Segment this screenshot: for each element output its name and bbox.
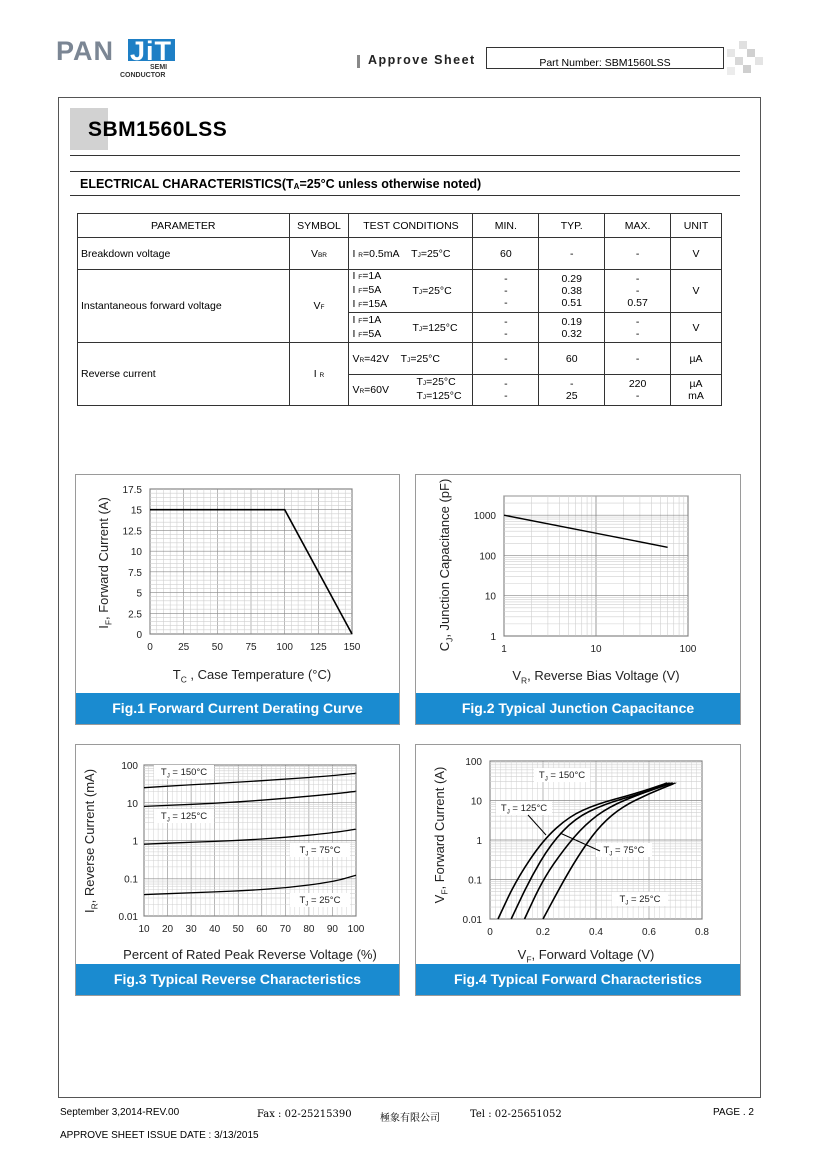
breakdown-conditions xyxy=(349,238,473,270)
reverse-60v-min xyxy=(473,375,539,406)
reverse-symbol-sub: R xyxy=(319,372,325,379)
reverse-60v-temp-2: =125°C xyxy=(426,390,462,402)
fig4-xtick: 0 xyxy=(487,927,493,938)
forward-125-max xyxy=(605,313,671,343)
fig2-ytick: 100 xyxy=(479,551,496,563)
forward-25-max xyxy=(605,270,671,313)
fig4-xtick: 0.4 xyxy=(589,927,603,938)
fig2-chart xyxy=(416,475,742,695)
approve-sheet-label: Approve Sheet xyxy=(368,53,476,67)
fig2-xtick: 10 xyxy=(590,644,602,655)
breakdown-max: - xyxy=(605,238,671,270)
title-rule xyxy=(70,155,740,156)
part-number: Part Number: SBM1560LSS xyxy=(539,57,671,69)
forward-125-typ-1: 0.19 xyxy=(561,315,582,328)
header-unit: UNIT xyxy=(671,214,722,238)
fig1-xtick: 0 xyxy=(147,642,153,653)
fig1-xtick: 50 xyxy=(211,642,223,653)
logo-conductor-text: CONDUCTOR xyxy=(120,72,166,79)
fig3-xtick: 70 xyxy=(279,924,291,935)
fig3-ytick: 0.1 xyxy=(124,874,138,886)
fig4-ytick: 0.01 xyxy=(462,915,482,926)
fig1-chart xyxy=(76,475,401,695)
fig1-caption: Fig.1 Forward Current Derating Curve xyxy=(76,693,399,724)
section-rule-bottom xyxy=(70,195,740,196)
fig1-xtick: 25 xyxy=(178,642,190,653)
fig2-xlabel: $V_R$, Reverse Bias Voltage (V) xyxy=(512,668,680,686)
reverse-42v-unit: µA xyxy=(671,343,722,375)
fig2-ylabel: $C_J$, Junction Capacitance (pF) xyxy=(437,478,455,652)
fig2-panel xyxy=(415,474,741,725)
forward-125-min-1: - xyxy=(504,315,508,328)
fig2-caption: Fig.2 Typical Junction Capacitance xyxy=(416,693,740,724)
breakdown-typ: - xyxy=(539,238,605,270)
footer-tel: Tel : 02-25651052 xyxy=(470,1109,562,1120)
fig3-ylabel: $I_R$, Reverse Current (mA) xyxy=(82,768,100,914)
fig1-xtick: 150 xyxy=(343,642,361,653)
forward-25-conditions: I F=1A I F=5A I F=15A TJ=25°C xyxy=(349,270,473,313)
approve-sheet-marker xyxy=(357,55,360,68)
fig4-panel xyxy=(415,744,741,996)
reverse-symbol-main: I xyxy=(313,368,317,380)
reverse-60v-temp-1: =25°C xyxy=(426,376,456,388)
breakdown-cond-i-sub: R xyxy=(358,251,363,259)
fig3-xtick: 100 xyxy=(347,924,365,935)
forward-125-i2: =5A xyxy=(362,327,382,340)
forward-25-unit: V xyxy=(671,270,722,313)
forward-125-min xyxy=(473,313,539,343)
breakdown-cond-t: T xyxy=(411,247,418,260)
reverse-60v-unit xyxy=(671,375,722,406)
forward-125-i1: =1A xyxy=(362,313,382,326)
section-rule-top xyxy=(70,171,740,172)
forward-125-min-2: - xyxy=(504,327,508,340)
fig3-ytick: 10 xyxy=(126,798,138,810)
reverse-60v-min-1: - xyxy=(504,378,508,390)
forward-25-max-2: - xyxy=(635,285,640,297)
fig4-ytick: 100 xyxy=(465,757,482,768)
fig4-ytick: 10 xyxy=(470,796,482,808)
fig2-ytick: 10 xyxy=(484,591,496,603)
forward-25-max-1: - xyxy=(635,273,640,285)
fig1-xlabel: $T_C$ , Case Temperature (°C) xyxy=(172,667,332,685)
fig3-xtick: 10 xyxy=(138,924,150,935)
section-title-rest: =25°C unless otherwise noted) xyxy=(299,177,482,191)
fig1-ytick: 5 xyxy=(136,588,142,600)
forward-25-typ-2: 0.38 xyxy=(561,285,582,297)
forward-125-typ-2: 0.32 xyxy=(561,327,582,340)
breakdown-cond-value: =0.5mA xyxy=(363,247,400,260)
fig3-series-label: $T_J = 75^\circ C$ xyxy=(299,845,341,858)
fig3-ytick: 100 xyxy=(121,761,138,772)
reverse-60v-unit-2: mA xyxy=(688,390,704,402)
logo-pan-text: PAN xyxy=(56,36,115,66)
fig2-ytick: 1 xyxy=(490,632,496,643)
fig3-ytick: 0.01 xyxy=(118,912,138,923)
fig3-series-label: $T_J = 25^\circ C$ xyxy=(299,895,341,908)
fig2-ytick: 1000 xyxy=(473,511,496,523)
fig3-xtick: 30 xyxy=(185,924,197,935)
header-min: MIN. xyxy=(473,214,539,238)
reverse-symbol xyxy=(289,343,349,406)
forward-25-min-3: - xyxy=(504,297,508,309)
fig4-chart xyxy=(416,745,742,966)
fig1-panel xyxy=(75,474,400,725)
reverse-42v-max: - xyxy=(605,343,671,375)
forward-25-min-2: - xyxy=(504,285,508,297)
forward-25-i1: =1A xyxy=(362,270,382,282)
forward-symbol xyxy=(289,270,349,343)
forward-25-temp: =25°C xyxy=(422,285,452,297)
forward-25-i2: =5A xyxy=(362,284,382,296)
fig3-series-label: $T_J = 125^\circ C$ xyxy=(160,811,208,824)
breakdown-min: 60 xyxy=(473,238,539,270)
reverse-42v-temp: =25°C xyxy=(410,352,440,365)
footer-fax: Fax : 02-25215390 xyxy=(257,1109,352,1120)
fig1-ytick: 15 xyxy=(130,505,142,517)
fig3-xtick: 60 xyxy=(256,924,268,935)
reverse-42v-typ: 60 xyxy=(539,343,605,375)
breakdown-cond-t-value: =25°C xyxy=(420,247,451,260)
reverse-60v-max-2: - xyxy=(635,390,640,402)
fig4-xlabel: $V_F$, Forward Voltage (V) xyxy=(517,947,655,965)
fig1-ytick: 12.5 xyxy=(122,526,142,538)
fig2-xtick: 100 xyxy=(679,644,697,655)
fig4-xtick: 0.6 xyxy=(642,927,656,938)
page-title: SBM1560LSS xyxy=(88,118,228,141)
fig1-xtick: 75 xyxy=(245,642,257,653)
forward-25-typ-3: 0.51 xyxy=(561,297,582,309)
fig2-xtick: 1 xyxy=(501,644,507,655)
footer-company: 極象有限公司 xyxy=(380,1113,440,1124)
fig4-ytick: 0.1 xyxy=(468,875,482,887)
reverse-42v-conditions: VR=42V TJ=25°C xyxy=(349,343,473,375)
forward-125-temp: =125°C xyxy=(422,321,458,334)
logo-jit-text: JiT xyxy=(130,36,173,66)
reverse-60v-unit-1: µA xyxy=(689,378,703,390)
fig4-caption: Fig.4 Typical Forward Characteristics xyxy=(416,964,740,995)
breakdown-unit: V xyxy=(671,238,722,270)
breakdown-symbol xyxy=(289,238,349,270)
forward-125-conditions: I F=1A I F=5A TJ=125°C xyxy=(349,313,473,343)
table-row-breakdown xyxy=(78,238,722,270)
fig1-xtick: 100 xyxy=(276,642,294,653)
footer-page: PAGE . 2 xyxy=(713,1107,754,1118)
breakdown-symbol-sub: BR xyxy=(317,251,327,259)
fig1-ytick: 7.5 xyxy=(128,567,142,579)
table-header-row xyxy=(78,214,722,238)
checker-decoration-icon xyxy=(727,41,763,77)
forward-param: Instantaneous forward voltage xyxy=(78,270,290,343)
fig3-xtick: 90 xyxy=(326,924,339,935)
fig4-series-label: $T_J = 150^\circ C$ xyxy=(538,770,586,783)
fig3-panel xyxy=(75,744,400,996)
fig4-xtick: 0.8 xyxy=(695,927,709,938)
forward-25-min-1: - xyxy=(504,273,508,285)
forward-125-max-2: - xyxy=(635,327,640,340)
part-number-box xyxy=(486,47,724,69)
section-title-main: ELECTRICAL CHARACTERISTICS(T xyxy=(80,177,294,191)
forward-25-min xyxy=(473,270,539,313)
fig3-caption: Fig.3 Typical Reverse Characteristics xyxy=(76,964,399,995)
forward-symbol-sub: F xyxy=(320,304,325,311)
forward-125-max-1: - xyxy=(635,315,640,328)
forward-125-typ xyxy=(539,313,605,343)
table-row-reverse-42v xyxy=(78,343,722,375)
fig4-series-label: $T_J = 25^\circ C$ xyxy=(619,894,661,907)
fig1-ytick: 0 xyxy=(136,630,142,641)
section-title-sub: A xyxy=(293,182,300,191)
logo-semi-text: SEMI xyxy=(150,64,168,71)
fig1-ytick: 2.5 xyxy=(128,609,142,621)
table-row-forward-25 xyxy=(78,270,722,313)
reverse-42v-min: - xyxy=(473,343,539,375)
breakdown-param: Breakdown voltage xyxy=(78,238,290,270)
fig3-xlabel: Percent of Rated Peak Reverse Voltage (%) xyxy=(123,947,377,962)
reverse-param: Reverse current xyxy=(78,343,290,406)
forward-25-typ xyxy=(539,270,605,313)
fig1-ytick: 10 xyxy=(130,547,142,559)
reverse-60v-typ xyxy=(539,375,605,406)
fig3-xtick: 50 xyxy=(232,924,244,935)
forward-125-unit: V xyxy=(671,313,722,343)
header-symbol: SYMBOL xyxy=(289,214,349,238)
fig3-ytick: 1 xyxy=(132,836,138,848)
reverse-60v-max xyxy=(605,375,671,406)
forward-symbol-main: V xyxy=(313,300,321,312)
forward-25-typ-1: 0.29 xyxy=(561,273,582,285)
reverse-60v-voltage: =60V xyxy=(364,384,389,396)
fig4-series-label: $T_J = 75^\circ C$ xyxy=(603,845,645,858)
breakdown-cond-t-sub: J xyxy=(417,251,421,259)
forward-25-max-3: 0.57 xyxy=(627,297,648,309)
fig4-series-label: $T_J = 125^\circ C$ xyxy=(500,803,548,816)
fig3-xtick: 40 xyxy=(209,924,221,935)
reverse-60v-typ-2: 25 xyxy=(565,390,578,402)
fig1-ytick: 17.5 xyxy=(122,485,142,496)
fig4-ytick: 1 xyxy=(476,836,482,847)
breakdown-symbol-main: V xyxy=(310,247,318,260)
forward-25-i3: =15A xyxy=(362,298,388,310)
reverse-60v-typ-1: - xyxy=(569,378,574,390)
reverse-42v-voltage: =42V xyxy=(364,352,389,365)
header-max: MAX. xyxy=(605,214,671,238)
fig3-xtick: 20 xyxy=(161,924,174,935)
breakdown-cond-i: I xyxy=(352,247,356,260)
reverse-60v-min-2: - xyxy=(504,390,508,402)
fig4-ylabel: $V_F$, Forward Current (A) xyxy=(432,766,450,904)
header-typ: TYP. xyxy=(539,214,605,238)
section-title xyxy=(80,177,481,191)
fig3-xtick: 80 xyxy=(303,924,315,935)
electrical-characteristics-table xyxy=(77,213,722,406)
reverse-60v-max-1: 220 xyxy=(628,378,647,390)
footer-issue-date: APPROVE SHEET ISSUE DATE : 3/13/2015 xyxy=(60,1130,259,1141)
fig1-ylabel: $I_F$, Forward Current (A) xyxy=(96,497,114,629)
reverse-60v-conditions: VR=60V TJ=25°C TJ=125°C xyxy=(349,375,473,406)
fig4-xtick: 0.2 xyxy=(536,927,550,938)
fig1-xtick: 125 xyxy=(309,642,327,653)
header-parameter: PARAMETER xyxy=(78,214,290,238)
header-test-conditions: TEST CONDITIONS xyxy=(349,214,473,238)
fig3-series-label: $T_J = 150^\circ C$ xyxy=(160,767,208,780)
fig3-chart xyxy=(76,745,401,966)
footer-date-rev: September 3,2014-REV.00 xyxy=(60,1107,180,1118)
